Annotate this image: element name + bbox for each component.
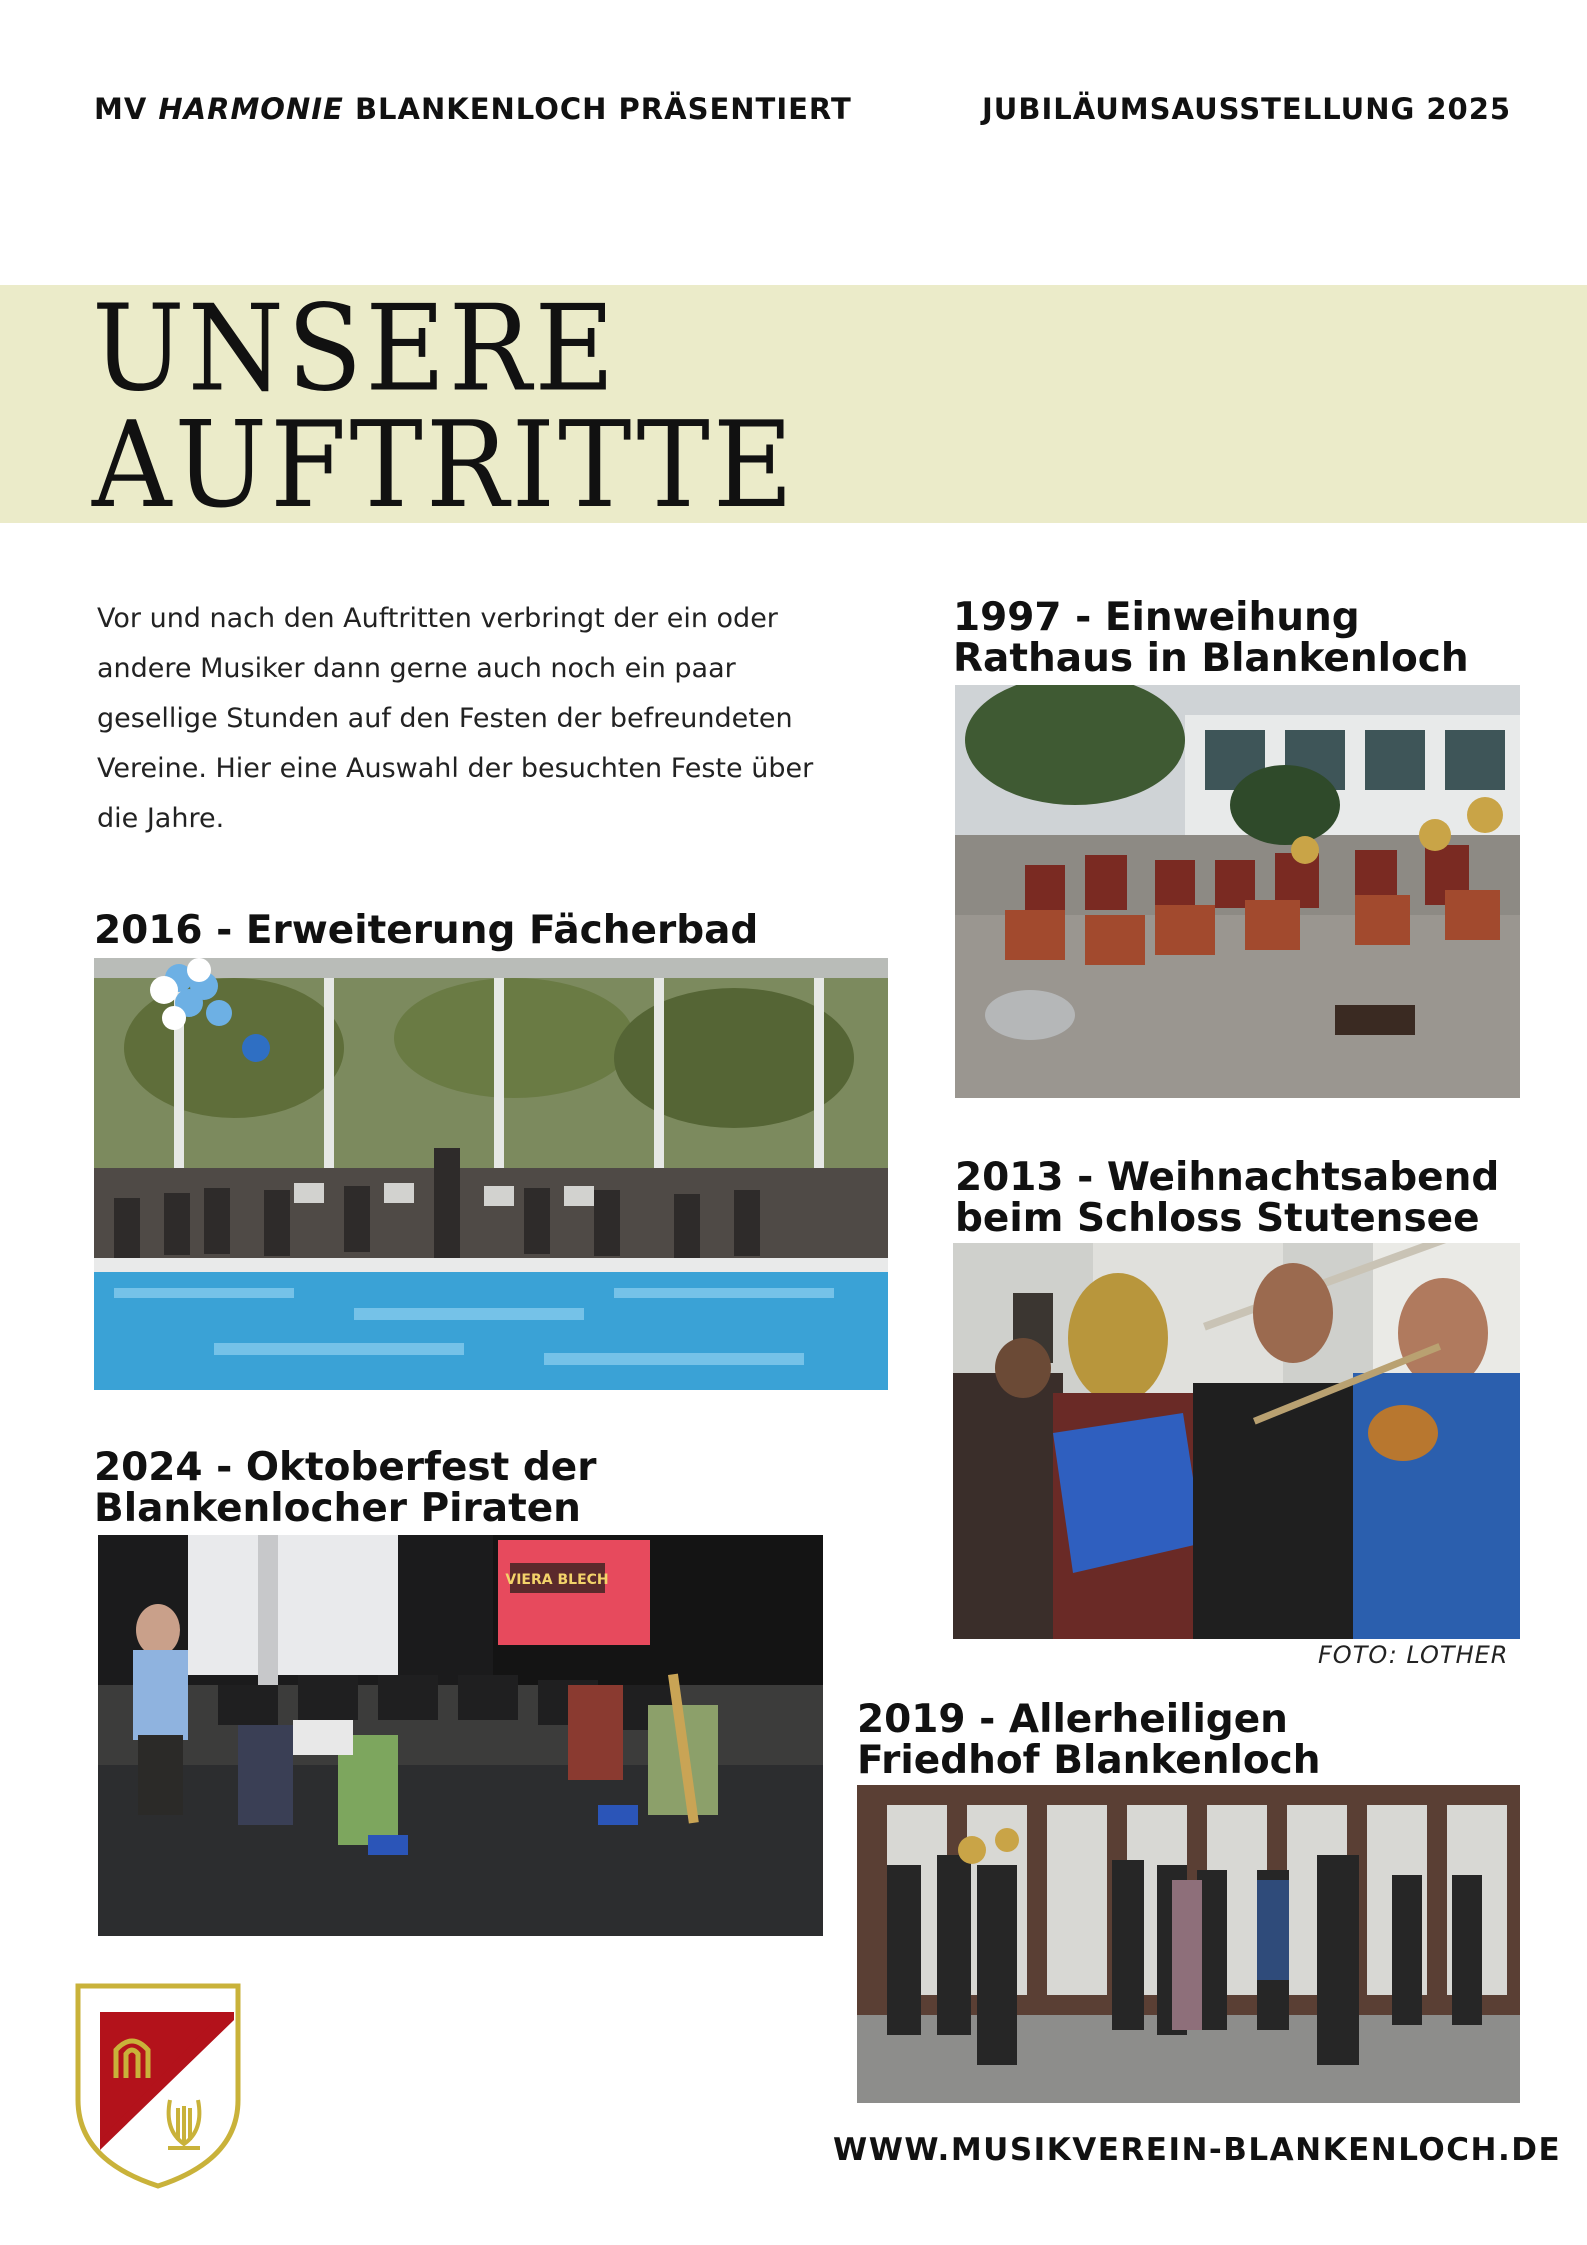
caption-2013: 2013 - Weihnachtsabend beim Schloss Stutensee: [955, 1155, 1500, 1241]
website-link[interactable]: WWW.MUSIKVEREIN-BLANKENLOCH.DE: [833, 2132, 1562, 2168]
caption-2019: 2019 - Allerheiligen Friedhof Blankenloch: [857, 1697, 1321, 1783]
intro-text: Vor und nach den Auftritten verbringt der ein oder andere Musiker dann gerne auch noch ein paar gesellige Stunden auf den Festen der befreundeten Vereine. Hier eine Auswahl der besuchten Feste über die Jahre.: [97, 603, 814, 834]
photo-2013: [953, 1243, 1520, 1639]
stage-banner-text: VIERA BLECH: [505, 1572, 609, 1588]
header-emphasis: HARMONIE: [158, 92, 344, 126]
photo-2016: [94, 958, 888, 1390]
photo-1997: [955, 685, 1520, 1098]
header-right: JUBILÄUMSAUSSTELLUNG 2025: [982, 92, 1512, 126]
caption-2024: 2024 - Oktoberfest der Blankenlocher Piraten: [94, 1445, 597, 1531]
caption-2016: 2016 - Erweiterung Fächerbad: [94, 908, 759, 953]
musikverein-logo: [72, 1980, 244, 2192]
photo-2019: [857, 1785, 1520, 2103]
photo-credit: FOTO: LOTHER: [1318, 1641, 1509, 1669]
photo-2024: [98, 1535, 823, 1936]
page-title: [92, 279, 797, 535]
header-left: MV HARMONIE BLANKENLOCH PRÄSENTIERT: [94, 92, 852, 126]
caption-1997: 1997 - Einweihung Rathaus in Blankenloch: [953, 595, 1469, 681]
title-line-1: UNSERE: [92, 279, 618, 418]
title-line-2: AUFTRITTE: [92, 395, 797, 535]
